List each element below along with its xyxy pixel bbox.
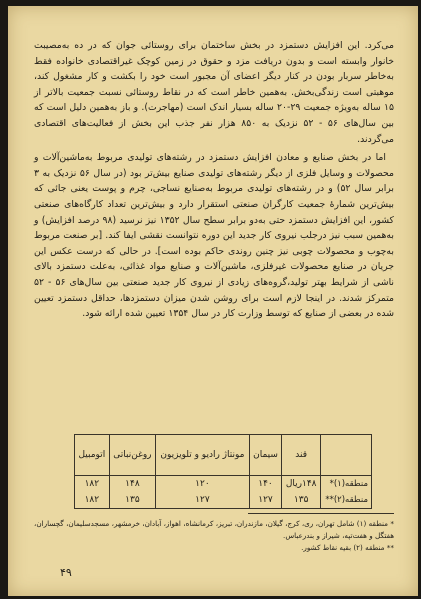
table-cell: ۱۴۸ریال (282, 476, 321, 493)
table-row (75, 492, 372, 509)
table-header-vegetable-oil: روغن‌نباتی (109, 435, 155, 476)
wage-table (74, 434, 372, 509)
table-cell: ۱۲۷ (156, 492, 250, 509)
footnote-2: ** منطقه (۲) بقیه نقاط کشور. (301, 543, 394, 552)
table-cell: ۱۸۲ (75, 492, 110, 509)
footnote-1: * منطقه (۱) شامل تهران، ری، کرج، گیلان، مازندران، تبریز، کرمانشاه، اهواز، آبادان، خرمشهر، مسجدسلیمان، گچساران، هفتگل و هفت‌تپه، شیراز و بندرعباس. (34, 519, 394, 540)
table-header-sugar: قند (282, 435, 321, 476)
paragraph-1: می‌کرد. این افزایش دستمزد در بخش ساختمان برای روستائی جوان که در ده به‌مصیبت خانوار وابسته است و بدون دریافت مزد و حقوق در زمین کوچک غیراقتصادی خانواده فقط به‌خاطر سربار بودن در کنار دیگر اعضای آن مجبور است خود را بکشت و کار مشغول کند، موهبتی است زندگی‌بخش. به‌همین خاطر است که در نقاط روستائی نسبت جمعیت بالاتر از ۱۵ ساله به‌ویژه جمعیت ۲۹-۲۰ ساله بسیار اندک است (مهاجرت). و باز به‌همین دلیل است که بین سال‌های ۵۶ - ۵۲ نزدیک به ۸۵۰ هزار نفر جذب این بخش از فعالیت‌های اقتصادی می‌گردند. (34, 40, 394, 145)
table-cell: ۱۳۵ (109, 492, 155, 509)
table-cell: منطقه(۲)** (321, 492, 372, 509)
table-cell: منطقه(۱)* (321, 476, 372, 493)
table-header-corner (321, 435, 372, 476)
table-cell: ۱۴۰ (249, 476, 282, 493)
table-header-row (75, 435, 372, 476)
table-header-cement: سیمان (249, 435, 282, 476)
table-header-radio-tv: مونتاژ رادیو و تلویزیون (156, 435, 250, 476)
body-text (34, 38, 394, 325)
footnote-divider (248, 513, 394, 514)
table-cell: ۱۲۷ (249, 492, 282, 509)
paragraph-2: اما در بخش صنایع و معادن افزایش دستمزد در رشته‌های تولیدی مربوط به‌ماشین‌آلات و محصولات و وسایل فلزی از دیگر رشته‌های تولیدی صنایع بیش‌تر بود (در سال ۵۶ نزدیک به ۳ برابر سال ۵۲) و در رشته‌های تولیدی مربوط به‌صنایع نساجی، چرم و پوست یعنی جائی که بیش‌ترین شمارهٔ جمعیت کارگران صنعتی استقرار دارد و بیش‌ترین تعداد کارگاه‌های صنعتی کشور، این افزایش دستمزد حتی به‌دو برابر سطح سال ۱۳۵۲ نیز نرسید (۹۸ درصد افزایش) و به‌همین سبب نیز درجلب نیروی کار جدید این دوره نتوانست نقشی ایفا کند. [بر صنعت مربوط به‌چوب و محصولات چوبی نیز چنین روندی حاکم بوده است]. در حالی که درست عکس این جریان در صنایع محصولات غیرفلزی، ماشین‌آلات و صنایع مواد غذائی، به‌علت دستمزد بالای ناشی از شرایط بهتر تولید،گروه‌های زیادی از نیروی کار جدید صنعتی بین سال‌های ۵۶ - ۵۲ متمرکز شدند. در اینجا لازم است برای روشن شدن میزان دستمزدها، حداقل دستمزد تعیین شده در بعضی از صنایع که توسط وزارت کار در سال ۱۳۵۴ تعیین شده ارائه شود. (34, 152, 395, 320)
page-number: ۴۹ (60, 566, 72, 579)
footnotes (34, 518, 394, 554)
book-page (8, 6, 418, 596)
table-cell: ۱۸۲ (75, 476, 110, 493)
table-cell: ۱۳۵ (282, 492, 321, 509)
table-cell: ۱۲۰ (156, 476, 250, 493)
table-row (75, 476, 372, 493)
table-header-automobile: اتومبیل (75, 435, 110, 476)
table-cell: ۱۴۸ (109, 476, 155, 493)
